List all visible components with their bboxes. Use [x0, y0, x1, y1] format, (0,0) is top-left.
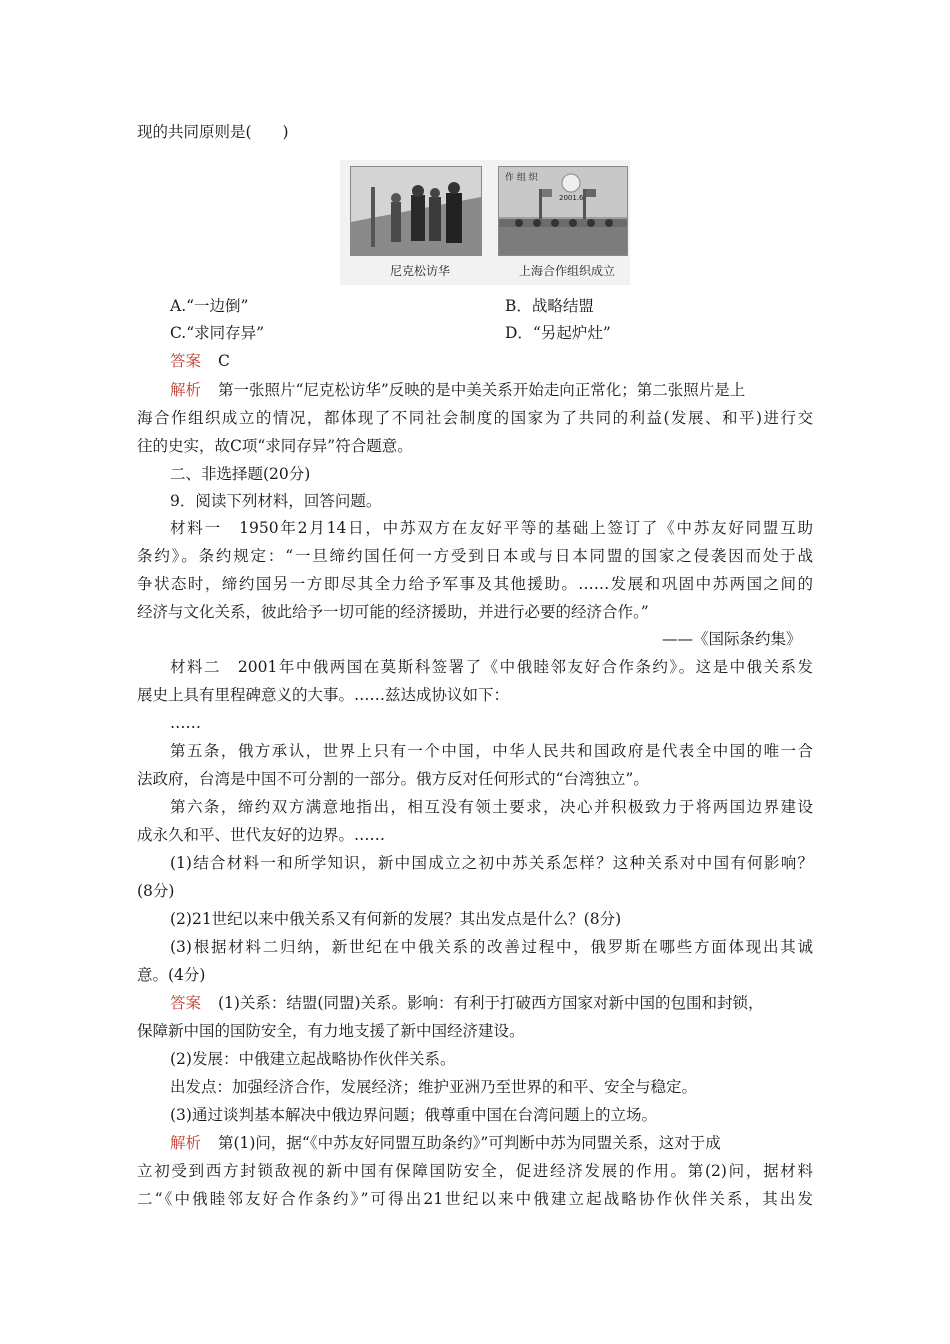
q9-answer-line5: (3)通过谈判基本解决中俄边界问题；俄尊重中国在台湾问题上的立场。	[170, 1106, 657, 1124]
option-b: B．战略结盟	[505, 297, 594, 315]
material1-line3: 争状态时，缔约国另一方即尽其全力给予军事及其他援助。……发展和巩固中苏两国之间的	[137, 575, 813, 593]
figure-area	[340, 160, 630, 285]
sco-founding-photo	[498, 166, 628, 256]
q9-analysis-line3: 二“《中俄睦邻友好合作条约》”可得出21世纪以来中俄建立起战略协作伙伴关系，其出发	[137, 1190, 813, 1208]
q9-stem: 9．阅读下列材料，回答问题。	[170, 492, 382, 510]
q8-analysis-line2: 海合作组织成立的情况，都体现了不同社会制度的国家为了共同的利益(发展、和平)进行交	[137, 409, 813, 427]
article5-line2: 法政府，台湾是中国不可分割的一部分。俄方反对任何形式的“台湾独立”。	[137, 770, 649, 788]
subq3-line2: 意。(4分)	[137, 966, 206, 984]
sco-banner-text: 作 组 织	[505, 173, 538, 183]
q8-analysis-line1: 解析 第一张照片“尼克松访华”反映的是中美关系开始走向正常化；第二张照片是上	[170, 381, 746, 399]
question-tail: 现的共同原则是( )	[137, 123, 289, 141]
subq1-line1: (1)结合材料一和所学知识，新中国成立之初中苏关系怎样？这种关系对中国有何影响？	[170, 854, 813, 872]
answer-label: 答案	[170, 994, 202, 1012]
article5-line1: 第五条，俄方承认，世界上只有一个中国，中华人民共和国政府是代表全中国的唯一合	[170, 742, 813, 760]
option-d: D．“另起炉灶”	[505, 324, 611, 342]
material1-line1: 材料一 1950年2月14日，中苏双方在友好平等的基础上签订了《中苏友好同盟互助	[170, 519, 813, 537]
answer-value: C	[217, 352, 230, 370]
q9-analysis-line1: 解析 第(1)问，据“《中苏友好同盟互助条约》”可判断中苏为同盟关系，这对于成	[170, 1134, 721, 1152]
analysis-label: 解析	[170, 1134, 202, 1152]
answer-label: 答案	[170, 352, 202, 370]
nixon-visit-photo	[350, 166, 482, 256]
q8-analysis-line3: 往的史实，故C项“求同存异”符合题意。	[137, 437, 413, 455]
material1-line4: 经济与文化关系，彼此给予一切可能的经济援助，并进行必要的经济合作。”	[137, 603, 649, 621]
material1-line2: 条约》。条约规定：“一旦缔约国任何一方受到日本或与日本同盟的国家之侵袭因而处于战	[137, 547, 813, 565]
photo1-caption: 尼克松访华	[389, 264, 450, 278]
material2-line1: 材料二 2001年中俄两国在莫斯科签署了《中俄睦邻友好合作条约》。这是中俄关系发	[170, 658, 813, 676]
photo2-caption: 上海合作组织成立	[518, 264, 615, 278]
q9-answer-line2: 保障新中国的国防安全，有力地支援了新中国经济建设。	[137, 1022, 525, 1040]
q8-answer	[170, 351, 230, 371]
section-heading: 二、非选择题(20分)	[170, 465, 311, 483]
material1-source: ——《国际条约集》	[662, 630, 802, 648]
subq2: (2)21世纪以来中俄关系又有何新的发展？其出发点是什么？(8分)	[170, 910, 622, 928]
q9-answer-line3: (2)发展：中俄建立起战略协作伙伴关系。	[170, 1050, 456, 1068]
subq3-line1: (3)根据材料二归纳，新世纪在中俄关系的改善过程中，俄罗斯在哪些方面体现出其诚	[170, 938, 813, 956]
q9-answer-line4: 出发点：加强经济合作，发展经济；维护亚洲乃至世界的和平、安全与稳定。	[170, 1078, 698, 1096]
article6-line2: 成永久和平、世代友好的边界。……	[137, 826, 386, 844]
sco-date-text: 2001.6	[559, 194, 584, 202]
subq1-line2: (8分)	[137, 882, 175, 900]
material2-line2: 展史上具有里程碑意义的大事。……兹达成协议如下：	[137, 686, 510, 704]
option-a: A.“一边倒”	[170, 297, 249, 315]
q9-analysis-line2: 立初受到西方封锁敌视的新中国有保障国防安全，促进经济发展的作用。第(2)问，据材料	[137, 1162, 813, 1180]
article6-line1: 第六条，缔约双方满意地指出，相互没有领土要求，决心并积极致力于将两国边界建设	[170, 798, 813, 816]
analysis-label: 解析	[170, 381, 202, 399]
q9-answer-line1: 答案 (1)关系：结盟(同盟)关系。影响：有利于打破西方国家对新中国的包围和封锁，	[170, 994, 764, 1012]
option-c: C.“求同存异”	[170, 324, 265, 342]
material2-ellipsis: ……	[170, 714, 201, 732]
